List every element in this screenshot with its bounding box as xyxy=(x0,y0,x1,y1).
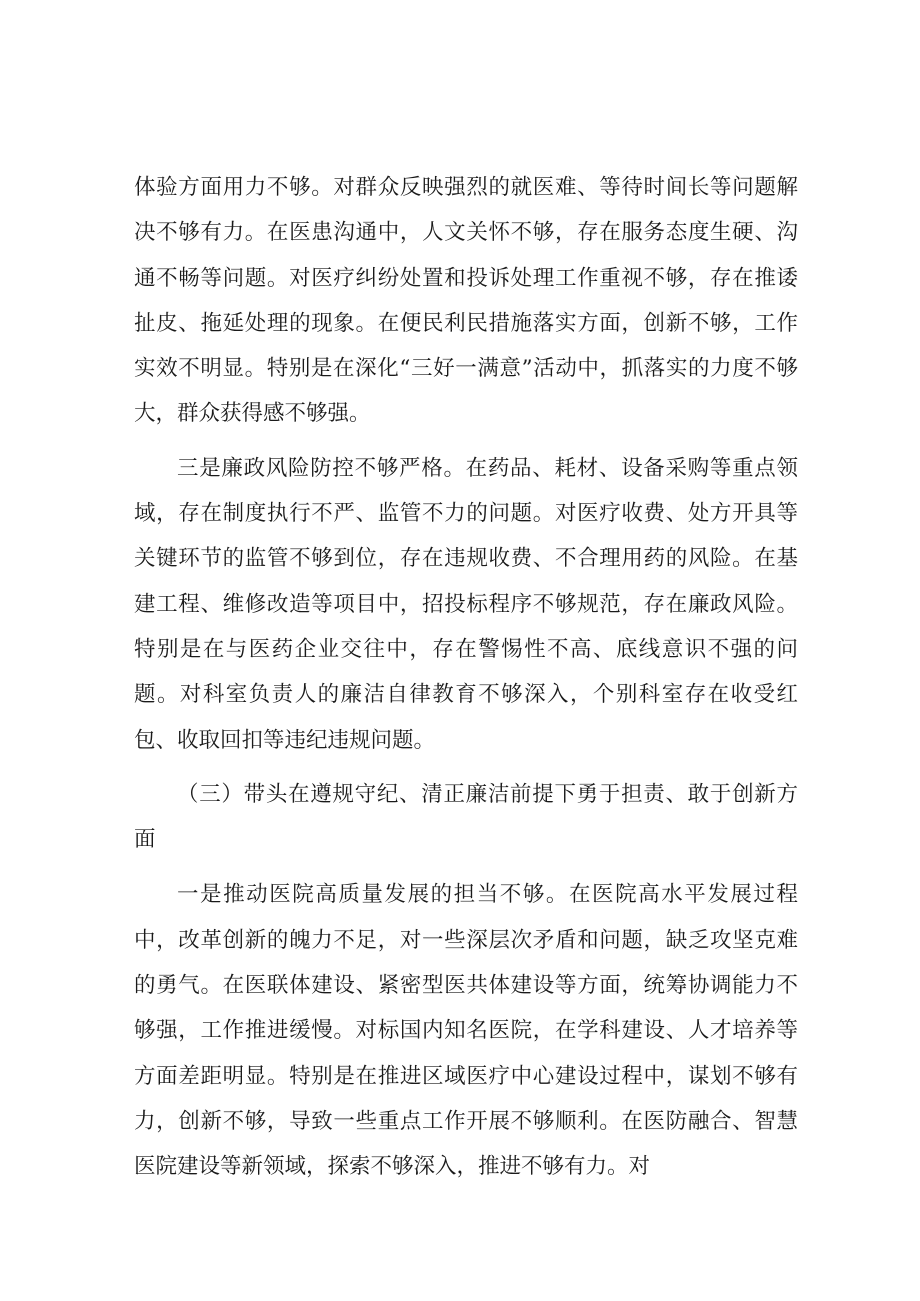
paragraph-integrity-risk: 三是廉政风险防控不够严格。在药品、耗材、设备采购等重点领域，存在制度执行不严、监管不力的问题。对医疗收费、处方开具等关键环节的监管不够到位，存在违规收费、不合理用药的风险。在基建工程、维修改造等项目中，招投标程序不够规范，存在廉政风险。特别是在与医药企业交往中，存在警惕性不高、底线意识不强的问题。对科室负责人的廉洁自律教育不够深入，个别科室存在收受红包、收取回扣等违纪违规问题。 xyxy=(134,455,798,753)
section-heading-three: （三）带头在遵规守纪、清正廉洁前提下勇于担责、敢于创新方面 xyxy=(134,781,798,853)
paragraph-development-responsibility: 一是推动医院高质量发展的担当不够。在医院高水平发展过程中，改革创新的魄力不足，对一些深层次矛盾和问题，缺乏攻坚克难的勇气。在医联体建设、紧密型医共体建设等方面，统筹协调能力不够强，工作推进缓慢。对标国内知名医院，在学科建设、人才培养等方面差距明显。特别是在推进区域医疗中心建设过程中，谋划不够有力，创新不够，导致一些重点工作开展不够顺利。在医防融合、智慧医院建设等新领域，探索不够深入，推进不够有力。对 xyxy=(134,882,798,1180)
paragraph-service-experience: 体验方面用力不够。对群众反映强烈的就医难、等待时间长等问题解决不够有力。在医患沟通中，人文关怀不够，存在服务态度生硬、沟通不畅等问题。对医疗纠纷处置和投诉处理工作重视不够，存在推诿扯皮、拖延处理的现象。在便民利民措施落实方面，创新不够，工作实效不明显。特别是在深化“三好一满意”活动中，抓落实的力度不够大，群众获得感不够强。 xyxy=(134,175,798,427)
document-body xyxy=(134,165,798,1190)
